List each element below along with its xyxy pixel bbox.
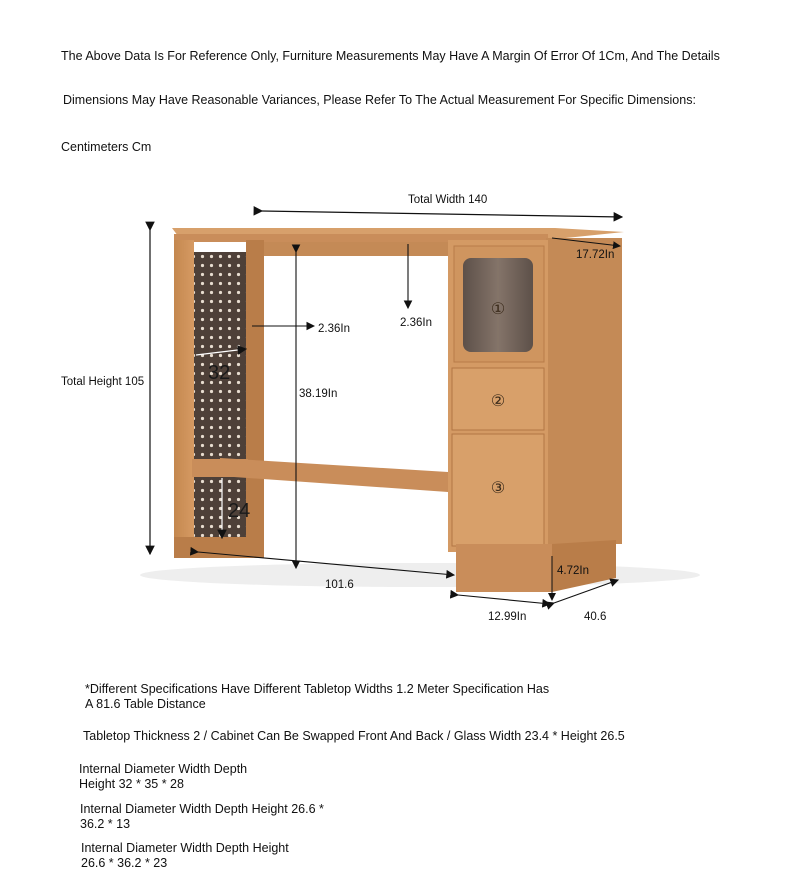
spec-1: *Different Specifications Have Different Tabletop Widths 1.2 Meter Specification Has A 81.6 Table Distance [85, 682, 550, 711]
total-width-label: Total Width 140 [408, 194, 488, 206]
spec-4: Internal Diameter Width Depth Height 26.6 * 36.2 * 13 [80, 802, 324, 831]
apron [264, 242, 448, 256]
depth-bottom-label: 40.6 [584, 611, 607, 623]
plinth-height-label: 4.72In [557, 565, 589, 577]
note-line-1: The Above Data Is For Reference Only, Furniture Measurements May Have A Margin Of Error Of 1Cm, And The Details [61, 49, 720, 63]
drawer-label-2: ② [490, 393, 506, 410]
panel-upper-label: 32 [208, 362, 231, 384]
spec-5: Internal Diameter Width Depth Height 26.6 * 36.2 * 23 [81, 841, 289, 870]
total-width-line [262, 211, 622, 217]
note-line-2: Dimensions May Have Reasonable Variances, Please Refer To The Actual Measurement For Specific Dimensions: [63, 93, 696, 107]
left-perforated-panel [194, 252, 246, 537]
knee-width-label: 101.6 [325, 579, 354, 591]
depth-top-label: 17.72In [576, 249, 615, 261]
note-line-3: Centimeters Cm [61, 140, 152, 154]
total-height-label: Total Height 105 [61, 376, 145, 388]
leg-gap-label: 2.36In [318, 323, 350, 335]
left-base [174, 537, 264, 558]
spec-3: Internal Diameter Width Depth Height 32 * 35 * 28 [79, 762, 248, 791]
knee-height-label: 38.19In [299, 388, 338, 400]
spec-2: Tabletop Thickness 2 / Cabinet Can Be Swapped Front And Back / Glass Width 23.4 * Height 26.5 [83, 729, 625, 743]
cabinet-width-line [458, 595, 550, 604]
drawer-label-1: ① [490, 301, 506, 318]
drawer-label-3: ③ [490, 480, 506, 497]
cabinet-side [546, 238, 622, 544]
panel-lower-label: 24 [228, 500, 251, 522]
apron-gap-label: 2.36In [400, 317, 432, 329]
cabinet-width-label: 12.99In [488, 611, 527, 623]
cabinet-plinth [456, 544, 552, 592]
left-leg-back [246, 240, 264, 538]
left-leg-front [174, 240, 194, 558]
